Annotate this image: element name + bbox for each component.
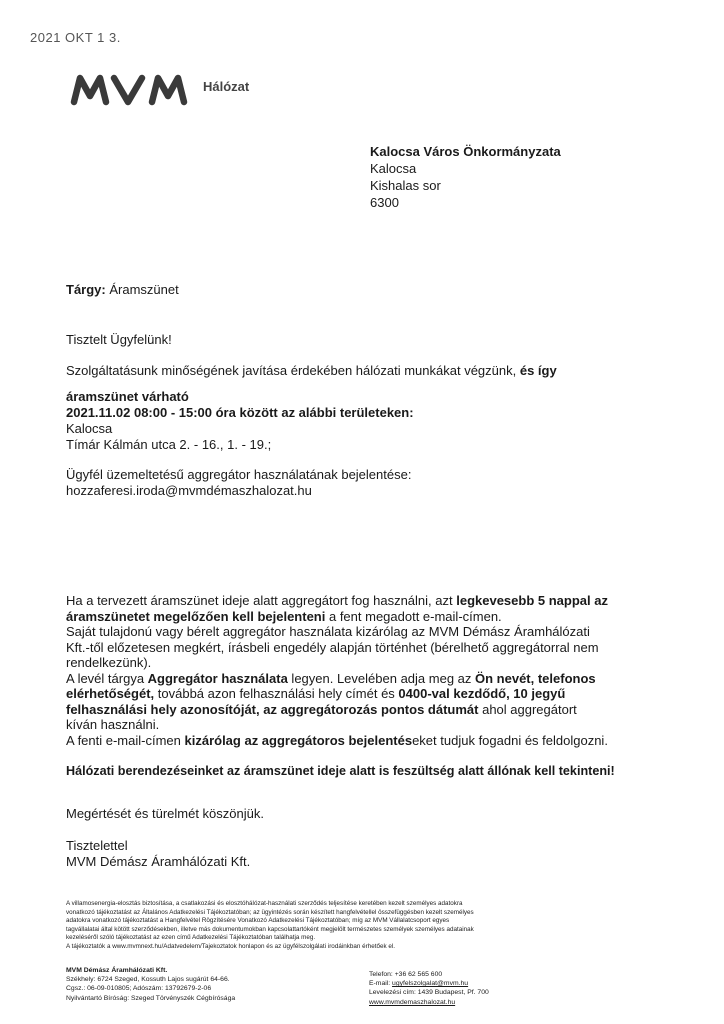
closing-regards: Tisztelettel: [66, 838, 128, 853]
intro-bold: és így: [519, 363, 557, 378]
privacy-line: tagvállalatai által kötött szerződésekben, illetve más dokumentumokban kapcsolattartóként megjelölt természetes személyek személyes adatainak: [66, 925, 474, 933]
notice-bold: felhasználási hely azonosítóját, az aggregátorozás pontos dátumát: [66, 701, 479, 717]
recipient-street: Kishalas sor: [370, 178, 441, 193]
date-stamp: 2021 OKT 1 3.: [30, 30, 121, 45]
privacy-line: A villamosenergia-elosztás biztosítása, a csatlakozási és elosztóhálózat-használati szerződés teljesítése keretében kezelt személyes adatokra: [66, 900, 463, 907]
subject-text: Áramszünet: [109, 282, 179, 297]
notice-text: A levél tárgya: [66, 670, 148, 686]
notice-line-8: [66, 702, 636, 718]
subject-line: [66, 282, 179, 298]
notice-text: ahol aggregátort: [478, 701, 577, 717]
footer-company: MVM Démász Áramhálózati Kft.: [66, 967, 168, 974]
recipient-zip: 6300: [370, 195, 399, 210]
outage-heading: áramszünet várható: [66, 389, 189, 404]
notice-bold: Ön nevét, telefonos: [475, 670, 596, 686]
aggregator-block: [66, 467, 411, 499]
notice-bold: legkevesebb 5 nappal az: [456, 593, 608, 608]
footer-registration: Cgsz.: 06-09-010805; Adószám: 13792679-2-06: [66, 985, 212, 993]
notice-line-10: [66, 733, 636, 749]
notice-line-6: [66, 671, 636, 687]
outage-block: [66, 389, 414, 453]
notice-bold: Aggregátor használata: [147, 670, 288, 686]
notice-line-2: [66, 609, 636, 625]
notice-line-3: Saját tulajdonú vagy bérelt aggregátor használata kizárólag az MVM Démász Áramhálózati: [66, 624, 590, 639]
footer-email-label: E-mail:: [369, 980, 393, 988]
footer-postal: Levelezési cím: 1439 Budapest, Pf. 700: [369, 989, 489, 997]
privacy-line: A tájékoztatók a www.mvmnext.hu/Adatvedelem/Tajekoztatok honlapon és az ügyfélszolgálati irodáinkban érhetőek el.: [66, 942, 396, 950]
notice-bold: 0400-val kezdődő, 10 jegyű: [398, 686, 566, 701]
notice-bold: áramszünetet megelőzően kell bejelenteni: [66, 608, 326, 624]
thanks-line: Megértését és türelmét köszönjük.: [66, 806, 264, 821]
notice-line-5: rendelkezünk).: [66, 655, 152, 670]
recipient-name: Kalocsa Város Önkormányzata: [370, 144, 561, 159]
closing-company: MVM Démász Áramhálózati Kft.: [66, 854, 251, 869]
mvm-logo: [70, 72, 190, 111]
outage-place: Kalocsa: [66, 421, 113, 436]
footer-phone: Telefon: +36 62 565 600: [369, 971, 443, 978]
footer-court: Nyilvántartó Bíróság: Szeged Törvényszék Cégbírósága: [66, 994, 236, 1002]
privacy-line: adatokra vonatkozó tájékoztatást a Hangfelvétel Rögzítésére Vonatkozó Adatkezelési Tájékoztatóban; míg az MVM Vállalatcsoport egyes: [66, 917, 450, 924]
notice-paragraph: [66, 593, 636, 748]
outage-time: 2021.11.02 08:00 - 15:00 óra között az alábbi területeken:: [66, 405, 414, 420]
privacy-line: vonatkozó tájékoztatást az Általános Adatkezelési Tájékoztatóban; az ügyintézés során készített hangfelvétellel összefüggésben kezelt személyes: [66, 908, 474, 916]
intro-paragraph: [66, 363, 557, 379]
safety-warning: Hálózati berendezéseinket az áramszünet ideje alatt is feszültség alatt állónak kell tekinteni!: [66, 764, 615, 778]
notice-line-4: Kft.-től előzetesen megkért, írásbeli engedély alapján történhet (bérelhető aggregátorral nem: [66, 639, 599, 655]
recipient-city: Kalocsa: [370, 161, 417, 176]
greeting: Tisztelt Ügyfelünk!: [66, 332, 172, 347]
recipient-address: [370, 143, 561, 211]
aggregator-email: hozzaferesi.iroda@mvmdémaszhalozat.hu: [66, 483, 312, 498]
footer-web-link[interactable]: www.mvmdemaszhalozat.hu: [369, 998, 456, 1006]
notice-text: Ha a tervezett áramszünet ideje alatt aggregátort fog használni, azt: [66, 593, 457, 608]
outage-streets: Tímár Kálmán utca 2. - 16., 1. - 19.;: [66, 437, 272, 452]
notice-bold: elérhetőségét,: [66, 686, 155, 701]
logo-subtitle: Hálózat: [203, 79, 250, 94]
aggregator-label: Ügyfél üzemeltetésű aggregátor használatának bejelentése:: [66, 467, 412, 482]
notice-bold: kizárólag az aggregátoros bejelentés: [184, 732, 413, 748]
footer-email-link[interactable]: ugyfelszolgalat@mvm.hu: [392, 980, 469, 988]
notice-line-7: [66, 686, 636, 702]
notice-text: eket tudjuk fogadni és feldolgozni.: [412, 732, 608, 748]
notice-text: A fenti e-mail-címen: [66, 732, 185, 748]
privacy-line: kezeléséről szóló tájékoztatást az ezen című Adatkezelési Tájékoztatóban találhatja meg.: [66, 934, 316, 941]
intro-normal: Szolgáltatásunk minőségének javítása érdekében hálózati munkákat végzünk,: [66, 363, 517, 378]
subject-label: Tárgy:: [66, 282, 106, 297]
footer-contact-info: [369, 970, 489, 1007]
mvm-logo-mark: [70, 72, 190, 106]
notice-line-9: kíván használni.: [66, 717, 160, 732]
notice-text: a fent megadott e-mail-címen.: [325, 608, 502, 624]
notice-line-1: [66, 593, 636, 609]
notice-text: legyen. Levelében adja meg az: [287, 670, 475, 686]
notice-text: továbbá azon felhasználási hely címét és: [154, 686, 399, 701]
closing-block: [66, 838, 250, 870]
footer-seat: Székhely: 6724 Szeged, Kossuth Lajos sugárút 64-66.: [66, 976, 230, 984]
footer-company-info: [66, 966, 235, 1003]
privacy-notice: [66, 900, 666, 951]
footer-email-line: [369, 979, 489, 988]
